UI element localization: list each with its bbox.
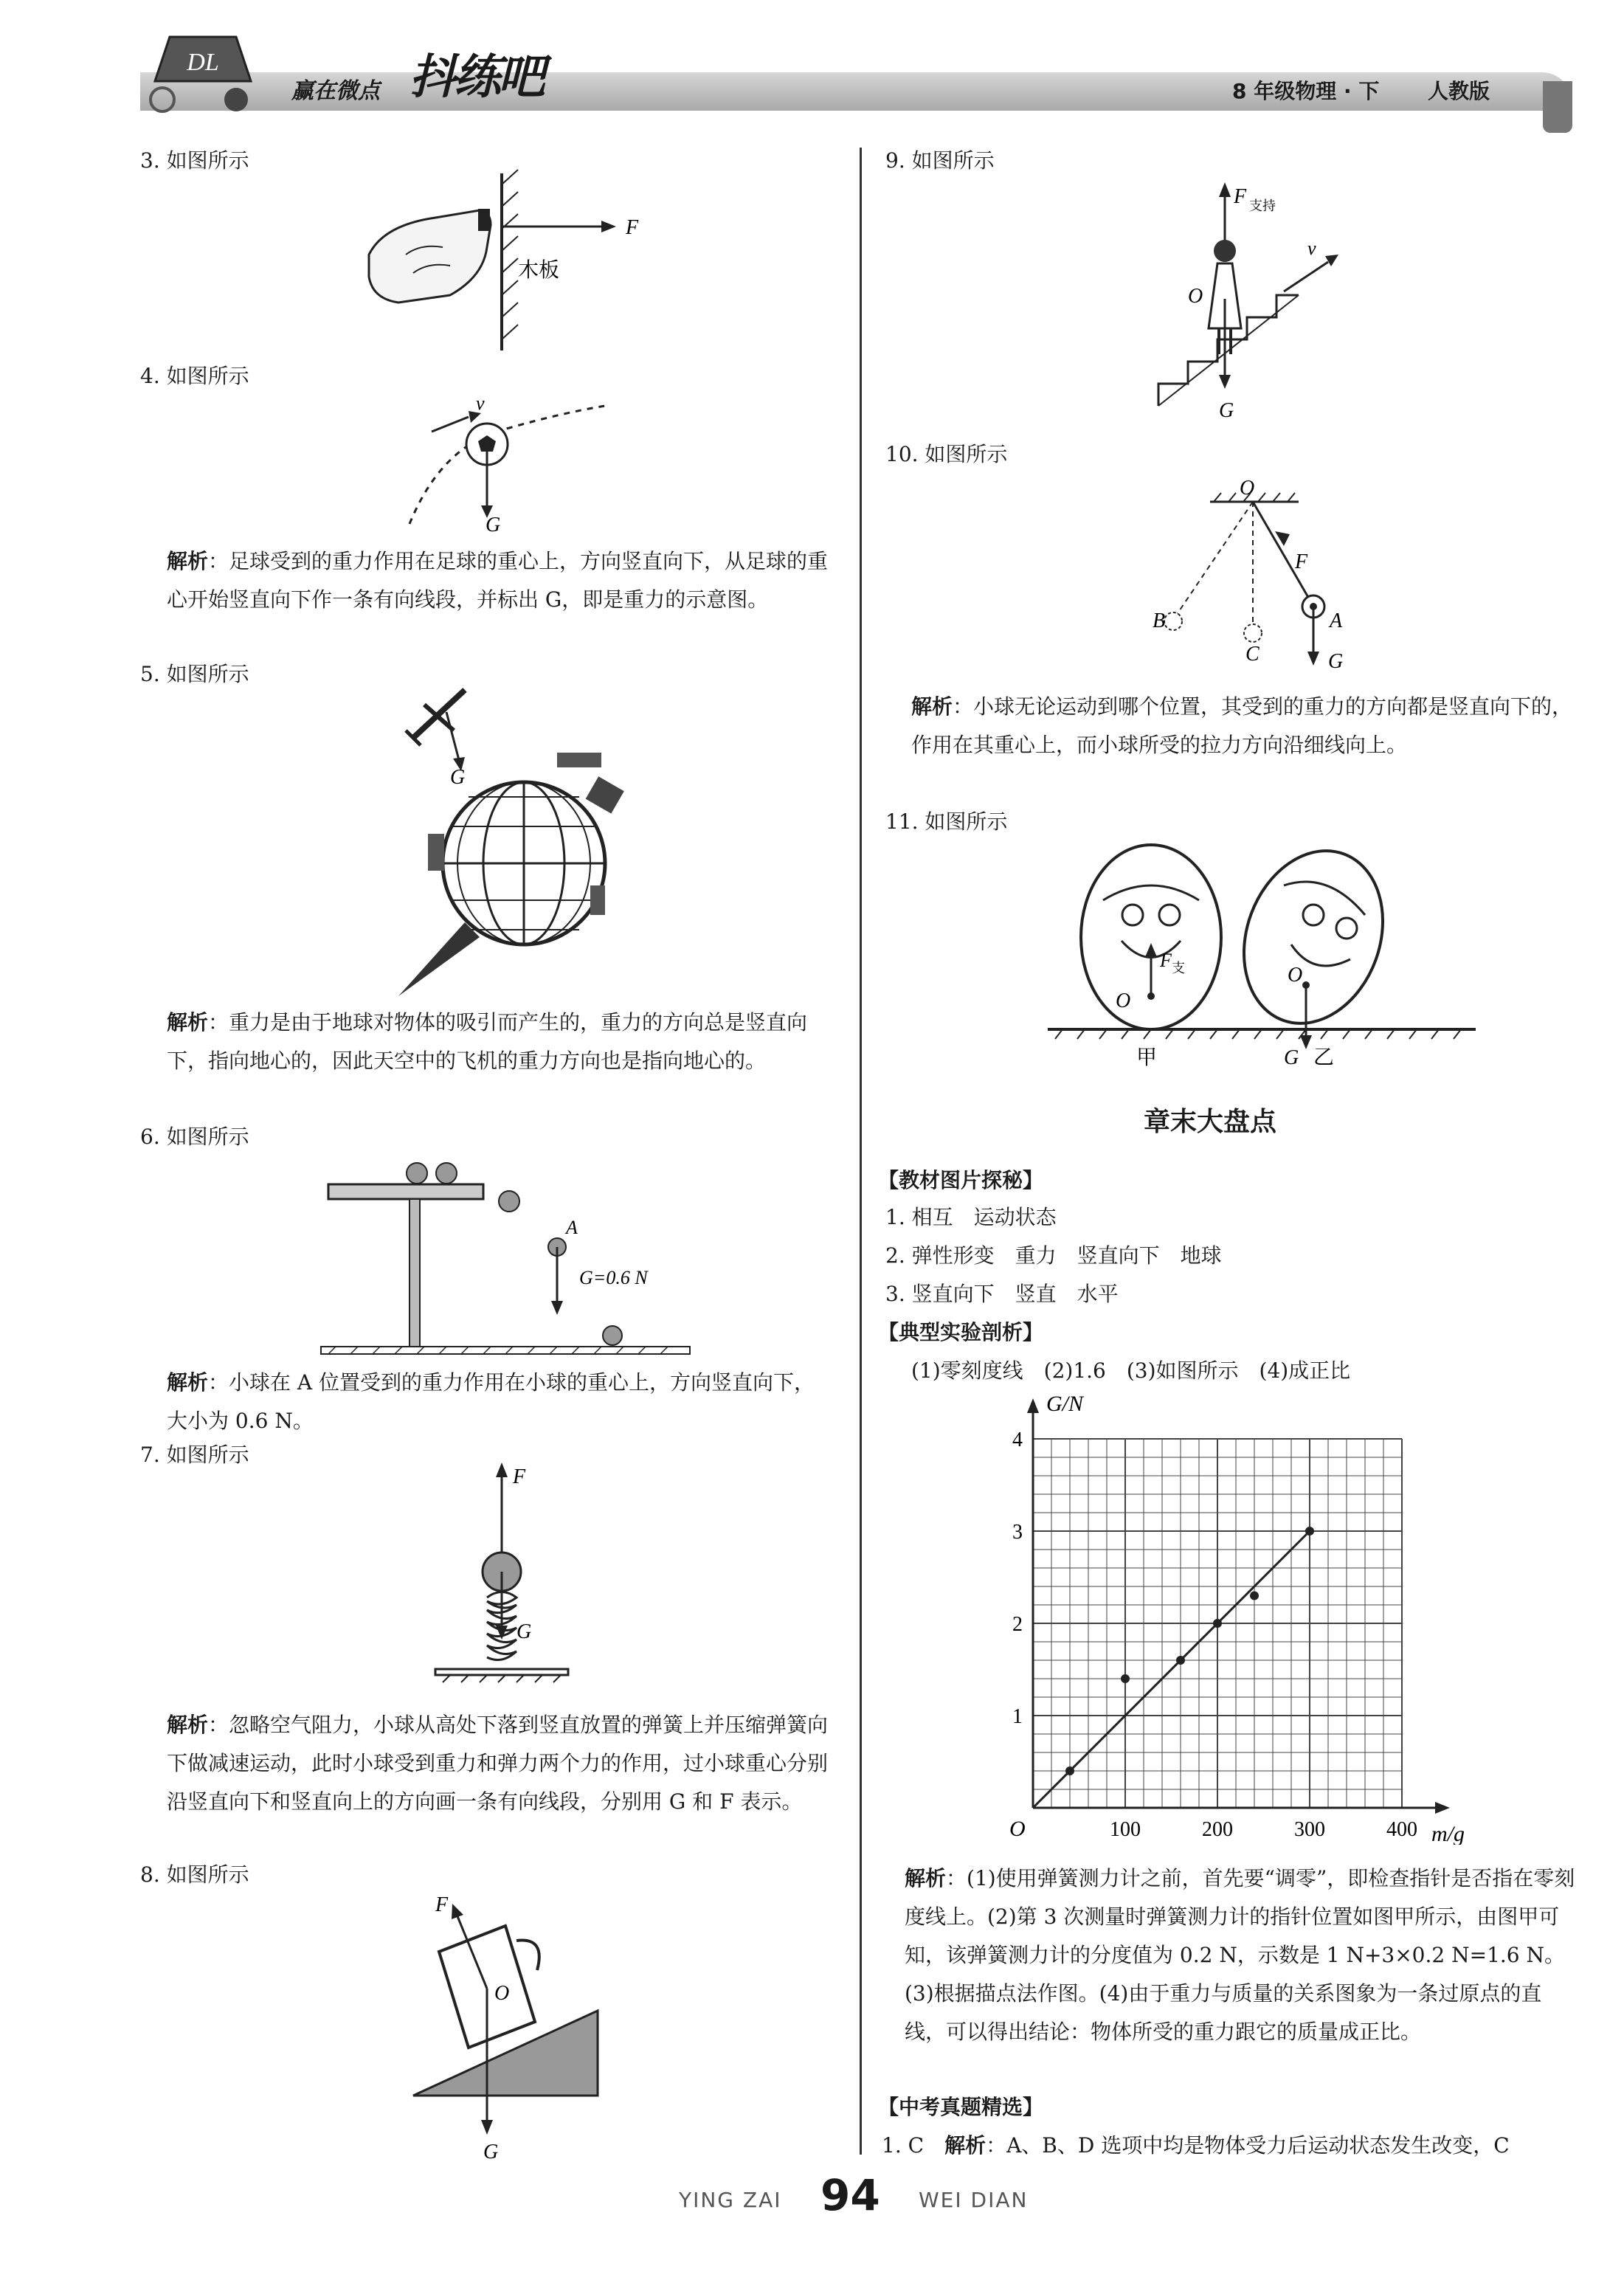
airplane-icon <box>406 690 465 745</box>
sec2-body: ：(1)使用弹簧测力计之前，首先要“调零”，即检查指针是否指在零刻度线上。(2)第 3 次测量时弹簧测力计的指针位置如图甲所示，由图甲可知，该弹簧测力计的分度值为 0.2 N，示数是 1 N+3×0.2 N=1.6 N。(3)根据描点法作图。(4)由于重力与质量的关系图象为一条过原点的直线，可以得出结论：物体所受的重力跟它的质量成正比。 <box>905 1866 1575 2044</box>
q9-figure <box>1151 181 1358 432</box>
q6-g-label: G=0.6 N <box>579 1267 648 1288</box>
q8-f-label: F <box>435 1893 449 1916</box>
q4-v-label: v <box>476 393 485 414</box>
header-edition: 人教版 <box>1428 79 1490 103</box>
q10-title: 10. 如图所示 <box>885 442 1008 466</box>
sec1-line-2: 2. 弹性形变 重力 竖直向下 地球 <box>885 1243 1222 1268</box>
q10-a-label: A <box>1330 609 1343 632</box>
header-grade: 8 年级物理 · 下 <box>1232 79 1380 103</box>
sec3-line <box>882 2127 1510 2165</box>
q3-title: 3. 如图所示 <box>140 148 249 173</box>
q7-title: 7. 如图所示 <box>140 1443 249 1467</box>
logo-circle <box>151 88 174 111</box>
q7-g-label: G <box>516 1620 532 1643</box>
data-point <box>1176 1656 1185 1665</box>
globe-icon <box>443 782 605 944</box>
y-axis-label: G/N <box>1046 1392 1084 1416</box>
y-tick-label: 4 <box>1012 1429 1023 1451</box>
x-tick-label: 100 <box>1110 1818 1141 1841</box>
sec3-heading: 【中考真题精选】 <box>878 2095 1044 2119</box>
q3-f-label: F <box>626 216 639 239</box>
data-point <box>1065 1766 1074 1775</box>
q9-g-label: G <box>1219 399 1234 422</box>
y-axis-arrow <box>1027 1398 1039 1413</box>
hand-icon <box>369 210 491 303</box>
y-tick-label: 1 <box>1012 1705 1023 1728</box>
data-point <box>1305 1527 1314 1536</box>
sec1-line-3: 3. 竖直向下 竖直 水平 <box>885 1282 1119 1306</box>
q6-a-label: A <box>566 1217 578 1238</box>
q11-g-label: G <box>1284 1046 1299 1069</box>
q10-g-label: G <box>1328 650 1344 673</box>
q8-g-label: G <box>483 2141 499 2163</box>
x-tick-label: 400 <box>1386 1818 1417 1841</box>
q8-title: 8. 如图所示 <box>140 1862 249 1887</box>
q10-c-label: C <box>1245 643 1260 666</box>
y-tick-label: 2 <box>1012 1613 1023 1636</box>
tower-icon <box>398 922 480 996</box>
q7-analysis <box>167 1706 831 1821</box>
sec2-key: 解析 <box>905 1866 947 1890</box>
header-fold <box>1543 81 1572 133</box>
sec3-key: 解析 <box>944 2133 987 2158</box>
q4-title: 4. 如图所示 <box>140 364 249 388</box>
y-tick-label: 3 <box>1012 1521 1023 1544</box>
q7-f-label: F <box>513 1465 526 1488</box>
q5-analysis <box>167 1004 831 1080</box>
q6-title: 6. 如图所示 <box>140 1125 249 1149</box>
tumbler-yi-icon <box>1220 841 1406 1043</box>
origin-label: O <box>1009 1817 1026 1841</box>
data-point <box>1213 1619 1222 1628</box>
q4-g-label: G <box>486 514 501 535</box>
ball-icon <box>407 1163 427 1184</box>
q5-key: 解析 <box>167 1010 209 1035</box>
sec3-num: 1. C <box>882 2133 925 2158</box>
q11-f-label: F <box>1160 950 1172 971</box>
q3-figure <box>354 166 664 354</box>
q10-body: ：小球无论运动到哪个位置，其受到的重力的方向都是竖直向下的，作用在其重心上，而小球所受的拉力方向沿细线向上。 <box>911 694 1573 757</box>
q7-figure <box>428 1461 590 1705</box>
logo-dot <box>224 88 248 111</box>
logo <box>140 30 273 118</box>
q9-v-label: v <box>1307 238 1316 259</box>
footer-page-number: 94 <box>820 2170 880 2220</box>
x-tick-label: 200 <box>1202 1818 1233 1841</box>
q6-figure <box>306 1151 705 1361</box>
q9-title: 9. 如图所示 <box>885 148 995 173</box>
q11-o1-label: O <box>1116 989 1131 1012</box>
x-axis-arrow <box>1435 1802 1450 1814</box>
q5-figure <box>369 679 664 1004</box>
data-point <box>1121 1674 1130 1683</box>
sec3-body: ：A、B、D 选项中均是物体受力后运动状态发生改变，C <box>986 2133 1510 2158</box>
q9-f-label: F <box>1234 185 1247 208</box>
q3-board-label: 木板 <box>518 259 560 282</box>
header-brand: 抖练吧 <box>410 49 542 105</box>
q5-body: ：重力是由于地球对物体的吸引而产生的，重力的方向总是竖直向下，指向地心的，因此天空中的飞机的重力方向也是指向地心的。 <box>167 1010 808 1073</box>
q10-figure <box>1144 480 1365 683</box>
sec2-answer: (1)零刻度线 (2)1.6 (3)如图所示 (4)成正比 <box>911 1358 1351 1383</box>
sec1-line-1: 1. 相互 运动状态 <box>885 1205 1057 1229</box>
q10-key: 解析 <box>911 694 953 719</box>
column-divider <box>860 148 862 2155</box>
q4-figure <box>398 384 620 535</box>
q11-f-sub: 支 <box>1172 961 1185 975</box>
q6-key: 解析 <box>167 1370 209 1395</box>
q9-f-sub: 支持 <box>1249 198 1276 213</box>
footer-left: YING ZAI <box>679 2188 782 2212</box>
q11-o2-label: O <box>1288 964 1303 987</box>
data-point <box>1250 1592 1259 1600</box>
q11-figure <box>1033 841 1490 1070</box>
x-tick-label: 300 <box>1294 1818 1325 1841</box>
q5-g-label: G <box>450 766 466 789</box>
x-axis-label: m/g <box>1431 1822 1465 1845</box>
q10-analysis <box>911 688 1575 764</box>
q7-body: ：忽略空气阻力，小球从高处下落到竖直放置的弹簧上并压缩弹簧向下做减速运动，此时小球受到重力和弹力两个力的作用，过小球重心分别沿竖直向下和竖直向上的方向画一条有向线段，分别用 G 和 F 表示。 <box>167 1713 829 1814</box>
q6-analysis <box>167 1364 831 1440</box>
q4-analysis <box>167 542 831 619</box>
q8-o-label: O <box>494 1982 510 2005</box>
logo-badge: DL <box>187 49 219 76</box>
g-m-chart <box>1003 1387 1505 1845</box>
sec1-heading: 【教材图片探秘】 <box>878 1168 1044 1192</box>
header-series: 赢在微点 <box>291 78 380 104</box>
tumbler-jia-icon <box>1081 845 1221 1029</box>
chapter-title: 章末大盘点 <box>1144 1106 1277 1137</box>
q9-o-label: O <box>1188 285 1203 308</box>
q4-key: 解析 <box>167 549 209 573</box>
sec2-heading: 【典型实验剖析】 <box>878 1320 1044 1344</box>
q11-jia-label: 甲 <box>1136 1046 1158 1069</box>
q10-b-label: B <box>1153 609 1166 632</box>
footer-right: WEI DIAN <box>919 2188 1029 2212</box>
q5-title: 5. 如图所示 <box>140 662 249 686</box>
q10-f-label: F <box>1295 550 1308 573</box>
sec2-analysis <box>905 1859 1576 2051</box>
q10-o-label: O <box>1240 480 1255 500</box>
q4-body: ：足球受到的重力作用在足球的重心上，方向竖直向下，从足球的重心开始竖直向下作一条有向线段，并标出 G，即是重力的示意图。 <box>167 549 829 612</box>
q6-body: ：小球在 A 位置受到的重力作用在小球的重心上，方向竖直向下，大小为 0.6 N。 <box>167 1370 815 1433</box>
q7-key: 解析 <box>167 1713 209 1737</box>
q11-yi-label: 乙 <box>1313 1046 1335 1069</box>
fit-line <box>1033 1531 1310 1808</box>
q8-figure <box>398 1885 620 2166</box>
q11-title: 11. 如图所示 <box>885 809 1008 834</box>
